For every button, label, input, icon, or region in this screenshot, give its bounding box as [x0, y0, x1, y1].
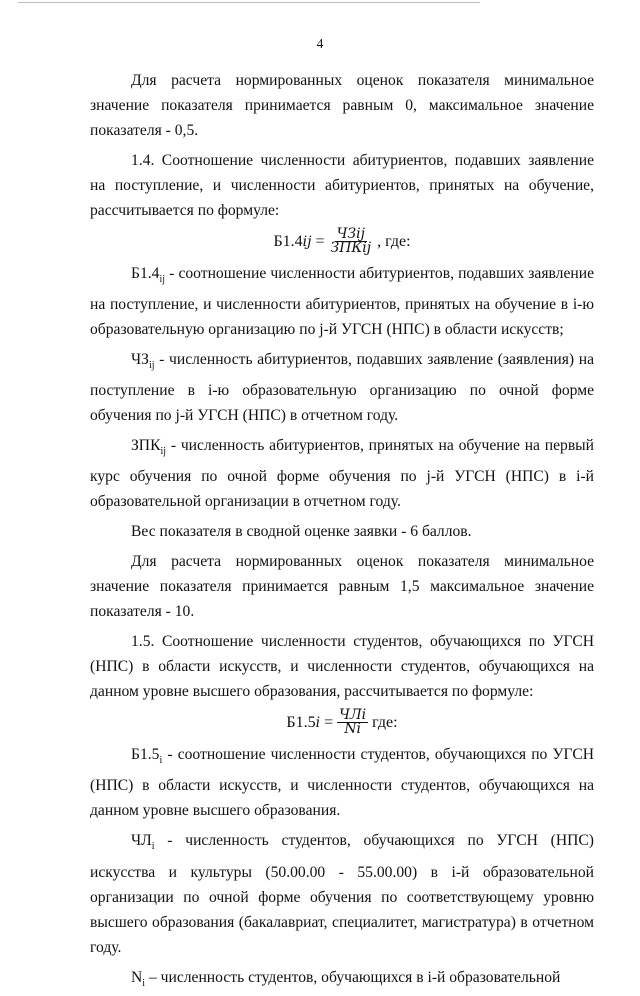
- document-body: [90, 68, 594, 996]
- formula-b1-4-equals: =: [315, 233, 325, 250]
- definition-b1-4: $Б1.4_{ij}$ - соотношение численности абитуриентов, подавших заявление на поступление, и численности абитуриентов, принятых на обучение в i-ю образовательную организацию по j-й УГСН (НПС) в области искусств;: [90, 265, 594, 339]
- definition-zpk: $ЗПК_{ij}$ - численность абитуриентов, принятых на обучение на первый курс обучения по очной форме обучения по j-й УГСН (НПС) в i-й образовательной организации в отчетном году.: [90, 437, 594, 511]
- definition-chz: $ЧЗ_{ij}$ - численность абитуриентов, подавших заявление (заявления) на поступление в i-ю образовательную организацию по очной форме обучения по j-й УГСН (НПС) в отчетном году.: [90, 351, 594, 425]
- paragraph-min-max-1: Для расчета нормированных оценок показателя минимальное значение показателя принимается равным 0, максимальное значение показателя - 0,5.: [90, 72, 594, 139]
- formula-b1-4-tail: , где:: [377, 233, 411, 250]
- paragraph-1-5-heading: 1.5. Соотношение численности студентов, обучающихся по УГСН (НПС) в области искусств, и численности студентов, обучающихся на данном уровне высшего образования, рассчитывается по формуле:: [90, 633, 594, 701]
- formula-b1-4-lhs: Б1.4ij: [273, 232, 312, 250]
- page-number: 4: [316, 36, 324, 51]
- formula-b1-4: [90, 228, 594, 255]
- definition-b1-5: $Б1.5_i$ - соотношение численности студентов, обучающихся по УГСН (НПС) в области искусств, и численности студентов, обучающихся на данном уровне высшего образования.: [90, 746, 594, 820]
- formula-b1-4-numerator: ЧЗij: [336, 226, 365, 242]
- formula-b1-5-numerator: ЧЛi: [339, 707, 367, 724]
- formula-b1-4-denominator: ЗПКij: [330, 240, 372, 256]
- formula-b1-5-lhs: Б1.5i: [286, 713, 321, 731]
- paragraph-weight: Вес показателя в сводной оценке заявки - 6 баллов.: [131, 523, 472, 541]
- definition-chl: $ЧЛ_i$ - численность студентов, обучающихся по УГСН (НПС) искусства и культуры (50.00.00 - 55.00.00) в i-й образовательной организации по очной форме обучения по соответствующему уровню высшего образования (бакалавриат, специалитет, магистратура) в отчетном году.: [90, 832, 594, 956]
- formula-b1-5: [90, 709, 594, 736]
- formula-b1-5-equals: =: [324, 714, 334, 732]
- formula-b1-5-fraction: [337, 709, 368, 736]
- paragraph-min-max-2: Для расчета нормированных оценок показателя минимальное значение показателя принимается равным 1,5 максимальное значение показателя - 10.: [90, 553, 594, 621]
- formula-b1-4-fraction: [329, 228, 374, 255]
- top-rule: [18, 2, 480, 3]
- formula-b1-5-tail: где:: [372, 714, 398, 732]
- definition-n: $N_i$ – численность студентов, обучающихся в i-й образовательной: [131, 968, 561, 989]
- formula-b1-5-denominator: Ni: [344, 721, 361, 738]
- paragraph-1-4-heading: 1.4. Соотношение численности абитуриентов, подавших заявление на поступление, и численности абитуриентов, принятых на обучение, рассчитывается по формуле:: [90, 152, 594, 219]
